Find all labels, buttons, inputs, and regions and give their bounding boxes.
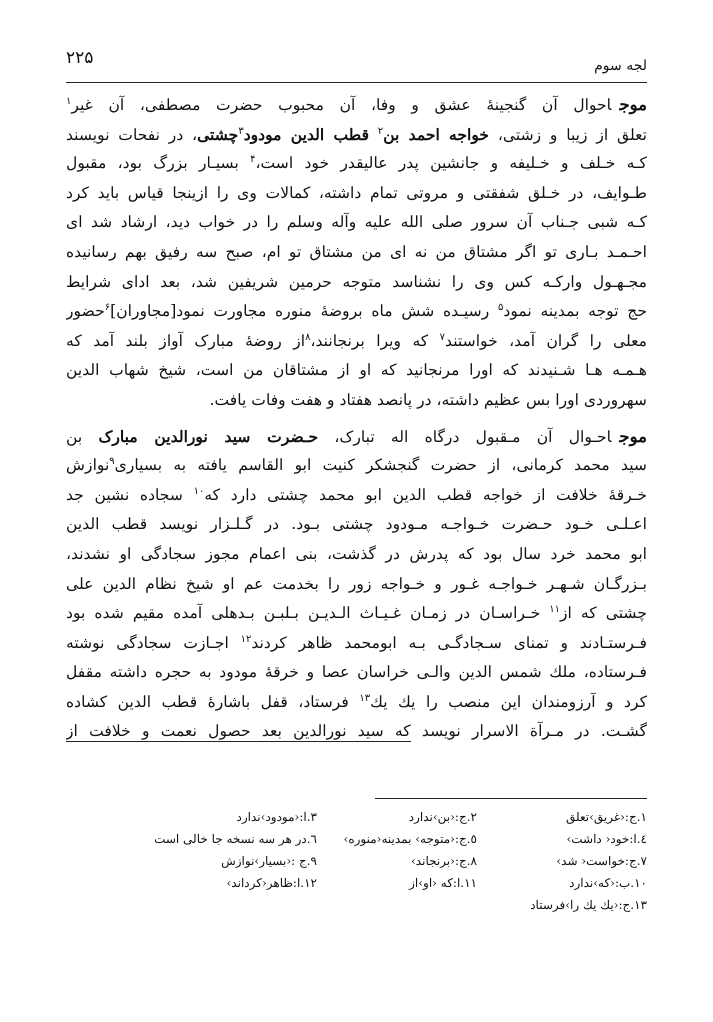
text-run: ، در نفحات نویسند [66,125,198,144]
person-name: قطب الدین مودود [243,124,370,144]
chapter-title: لجه سوم [594,58,647,74]
footnote-ref: ۴ [250,154,256,165]
text-line: هـمـه هـا شـنیدند که اورا مرنجانید که او از مشتاقان من است، شیخ شهاب الدین [66,361,647,380]
text-line [66,297,647,327]
text-line [66,451,647,481]
text-run: اجـازت سجادگی نوشته [66,633,229,652]
text-run: چشتی که از [560,604,647,623]
footnote-item: ٦.در هر سه نسخه جا خالی است [154,832,317,846]
footnote-item: ٥.ج:‹متوجه› بمدینه‹منوره› [343,832,477,846]
footnote-ref: ۵ [498,301,504,313]
text-line [66,90,647,120]
footnote-item: ۱۱.ا:که ‹او›از [409,876,477,890]
footnote-item: ۲.ج:‹بن›ندارد [408,810,477,824]
text-line: احـمـد بـاری تو اگر مشتاق من نه ای من مشتاق تو ام، صبح سه رفیق بهم رسانیده [66,242,647,261]
footnote-item: ۸.ج:‹برنجاند› [411,854,477,868]
footnote-item: ۷.ج:خواست‹ شد› [556,854,647,868]
main-text [66,90,647,747]
text-run: بسیـار بزرگ بود، مقبول [66,154,239,173]
text-run: که ویرا برنجانند، [310,331,429,350]
text-line: مجـهـول وارکـه کس وی را نشناسد متوجه حرمین شریفین شد، بعد ادای شرایط [66,272,647,291]
text-run: گشـت. در مـرآة الاسرار نویسد [421,722,647,741]
text-run: خـرقۀ خلافت از خواجه قطب الدین ابو محمد چشتی دارد که [204,485,647,504]
footnote-row [66,806,647,828]
page-number: ۲۲۵ [66,48,94,68]
text-run: خـراسـان در زمـان غـیـاث الـدیـن بـلبـن بـدهلی آمده مقیم شده بود [66,604,541,623]
text-run: سجاده نشین جد [66,485,183,504]
text-line: بـزرگـان شـهـر خـواجـه غـور و خـواجه زور را بخدمت عم او شیخ نظام الدین علی [66,574,647,593]
footnote-ref: ۳ [238,125,244,137]
page-header [66,48,647,78]
footnote-ref: ۲ [377,125,384,137]
paragraph-2 [66,422,647,748]
text-run: حضور [66,302,105,321]
text-line: سهروردی اورا بس عظیم داشته، در پانصد هفتاد و هفت وفات یافت. [209,390,647,409]
footnote-row [66,828,647,850]
footnote-ref: ۷ [439,331,446,343]
text-line [66,149,647,179]
paragraph-1 [66,90,647,416]
footnotes [66,806,647,916]
text-run: از روضۀ مبارک آواز بلند آمد که [66,331,306,350]
text-run: فرستاد، قفل باشارۀ قطب الدین کشاده [66,692,349,711]
text-run: بن [66,427,83,446]
footnote-item: ٤.ا:خود‹ داشت› [566,832,647,846]
footnote-divider [375,798,647,799]
text-run: نوازش [66,456,110,475]
text-run: احـوال آن مـقبول درگاه اله تبارک، [334,427,612,446]
text-run: سید محمد کرمانی، از حضرت گنجشکر کنیت ابو القاسم یافته به بسیاری [114,456,647,475]
text-line: فـرستاده، ملك شمس الدین والـی خراسان عصا و خرقۀ مودود به حجره داشته مقفل [66,663,647,682]
footnote-ref: ۶ [104,301,111,313]
text-line: کـه شبی جـناب آن سرور صلی الله علیه وآله وسلم را در خواب دید، ارشاد شد ای [66,213,647,232]
footnote-ref: ۱۰ [193,485,205,497]
text-line: اعـلـی خـود حـضرت خـواجـه مـودود چشتی بـود. در گـلـزار نویسد قطب الدین [66,515,647,534]
person-name: چشتی [197,124,239,144]
section-keyword: موج [619,95,647,114]
text-line [66,688,647,718]
footnote-item: ۱۳.ج:‹یك یك را›فرستاد [530,898,647,912]
person-name: خواجه احمد بن [383,124,490,144]
footnote-item: ۱۰.ب:‹که›ندارد [569,876,647,890]
text-line [66,120,647,150]
text-run: کرد و آرزومندان این منصب را یك یك [370,692,647,711]
underlined-text: که سید نورالدین بعد حصول نعمت و خلافت از [66,722,411,741]
footnote-ref: ۱۳ [359,692,371,704]
footnote-ref: ۹ [109,455,115,467]
text-run: معلی را گران آمد، خواستند [445,331,647,350]
text-line [66,481,647,511]
header-divider [66,82,647,83]
text-run: رسیـده شش ماه بروضۀ منوره مجاورت نمود[مجاوران] [110,302,490,321]
text-run: کـه خـلف و خـلیفه و جانشین پدر عالیقدر خود است، [255,154,647,173]
footnote-row [66,850,647,872]
footnote-row [66,894,647,916]
footnote-ref: ۱۲ [240,633,252,645]
text-line [66,327,647,357]
text-line [66,422,647,452]
text-run: تعلق از زیبا و زشتی، [497,125,647,144]
footnote-item: ۱.ج:‹غریق›تعلق [565,810,647,824]
text-line [66,629,647,659]
text-line [66,717,647,747]
text-line: ابو محمد خرد سال بود که پدرش در گذشت، بنی اعمام مجوز سجادگی او نشدند، [66,544,647,563]
footnote-item: ۹.ج :‹بسیار›نوازش [221,854,317,868]
footnote-ref: ۱۱ [549,603,561,615]
text-line: طـوایف، در خـلق شفقتی و مروتی تمام داشته، کمالات وی را ازینجا قیاس باید کرد [66,183,647,202]
text-run: فـرستـادند و تمنای سـجادگـی بـه ابومحمد ظاهر کردند [251,633,647,652]
person-name: حـضرت سید نورالدین مبارک [98,426,319,446]
text-run: حج توجه بمدینه نمود [503,302,647,321]
footnote-ref: ۱ [66,95,72,107]
footnote-item: ۳.ا:‹مودود›ندارد [236,810,317,824]
text-line [66,599,647,629]
footnote-item: ۱۲.ا:ظاهر‹کرداند› [226,876,317,890]
section-keyword: موج [619,426,647,446]
footnote-row [66,872,647,894]
footnote-ref: ۸ [305,331,311,343]
text-run: احوال آن گنجینۀ عشق و وفا، آن محبوب حضرت مصطفی، آن غیر [71,96,612,114]
